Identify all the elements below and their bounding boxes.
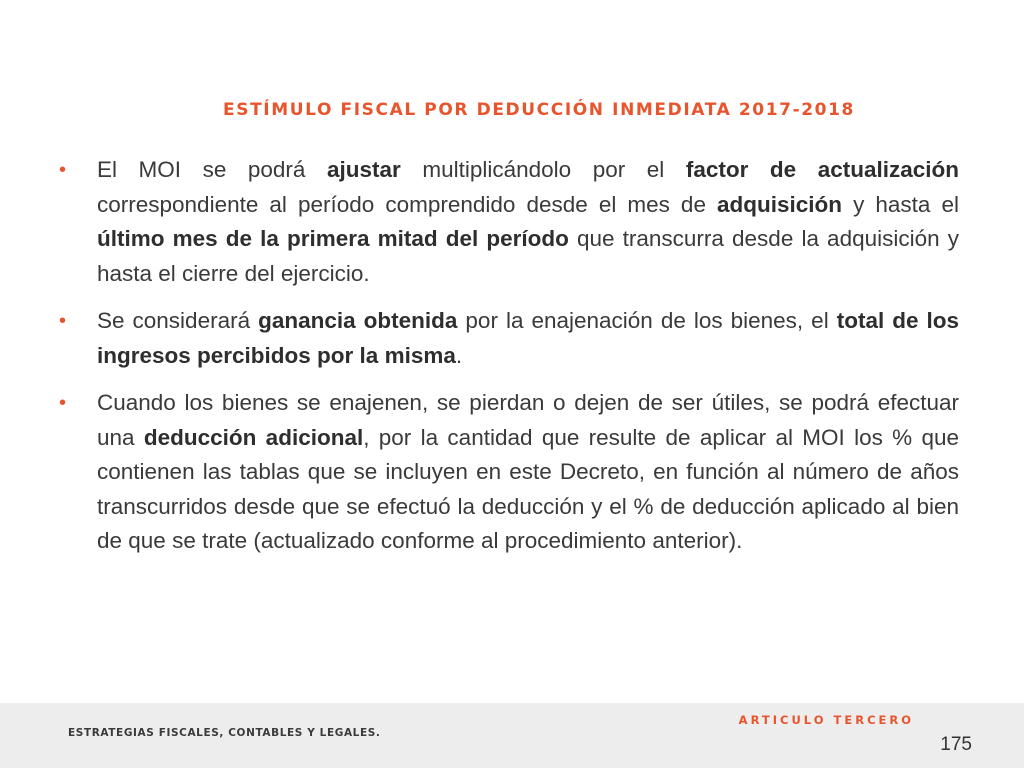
footer-company-name: ESTRATEGIAS FISCALES, CONTABLES Y LEGALES. <box>68 727 381 739</box>
bullet-emphasis-text: deducción adicional <box>143 424 364 450</box>
bullet-item <box>59 386 960 559</box>
bullet-emphasis-text: ganancia obtenida <box>258 308 458 333</box>
bullet-text: El MOI se podrá <box>97 157 327 182</box>
bullet-list <box>59 153 960 572</box>
bullet-text: Se considerará <box>97 308 259 333</box>
footer-article-label: ARTICULO TERCERO <box>738 713 914 727</box>
bullet-item <box>59 304 959 373</box>
bullet-text: . <box>455 342 463 368</box>
bullet-dot-icon: • <box>59 310 67 332</box>
bullet-text: multiplicándolo por el <box>400 157 686 182</box>
bullet-text: Cuando los bienes se enajenen, se pierdan o dejen de ser útiles, se podrá efectuar una <box>97 390 959 450</box>
bullet-emphasis-text: ajustar <box>327 157 401 182</box>
bullet-text: que transcurra desde la adquisición y hasta el cierre del ejercicio. <box>97 226 959 286</box>
page-number: 175 <box>940 734 972 755</box>
bullet-item <box>59 153 959 291</box>
bullet-dot-icon: • <box>59 159 67 181</box>
bullet-text: y hasta el <box>842 191 959 217</box>
bullet-emphasis-text: factor de actualización <box>685 157 959 182</box>
bullet-text: por la enajenación de los bienes, el <box>457 308 837 333</box>
bullet-dot-icon: • <box>59 392 67 414</box>
bullet-emphasis-text: último mes de la primera mitad del período <box>97 226 569 251</box>
bullet-emphasis-text: total de los ingresos percibidos por la misma <box>97 308 959 368</box>
bullet-text: correspondiente al período comprendido desde el mes de <box>97 191 718 217</box>
bullet-emphasis-text: adquisición <box>717 191 843 217</box>
slide-title: ESTÍMULO FISCAL POR DEDUCCIÓN INMEDIATA 2017-2018 <box>223 100 855 120</box>
bullet-text: , por la cantidad que resulte de aplicar al MOI los % que contienen las tablas que se incluyen en este Decreto, en función al número de años transcurridos desde que se efectuó la deducción y el % de deducción aplicado al bien de que se trate (actualizado conforme al procedimiento anterior). <box>97 424 960 553</box>
